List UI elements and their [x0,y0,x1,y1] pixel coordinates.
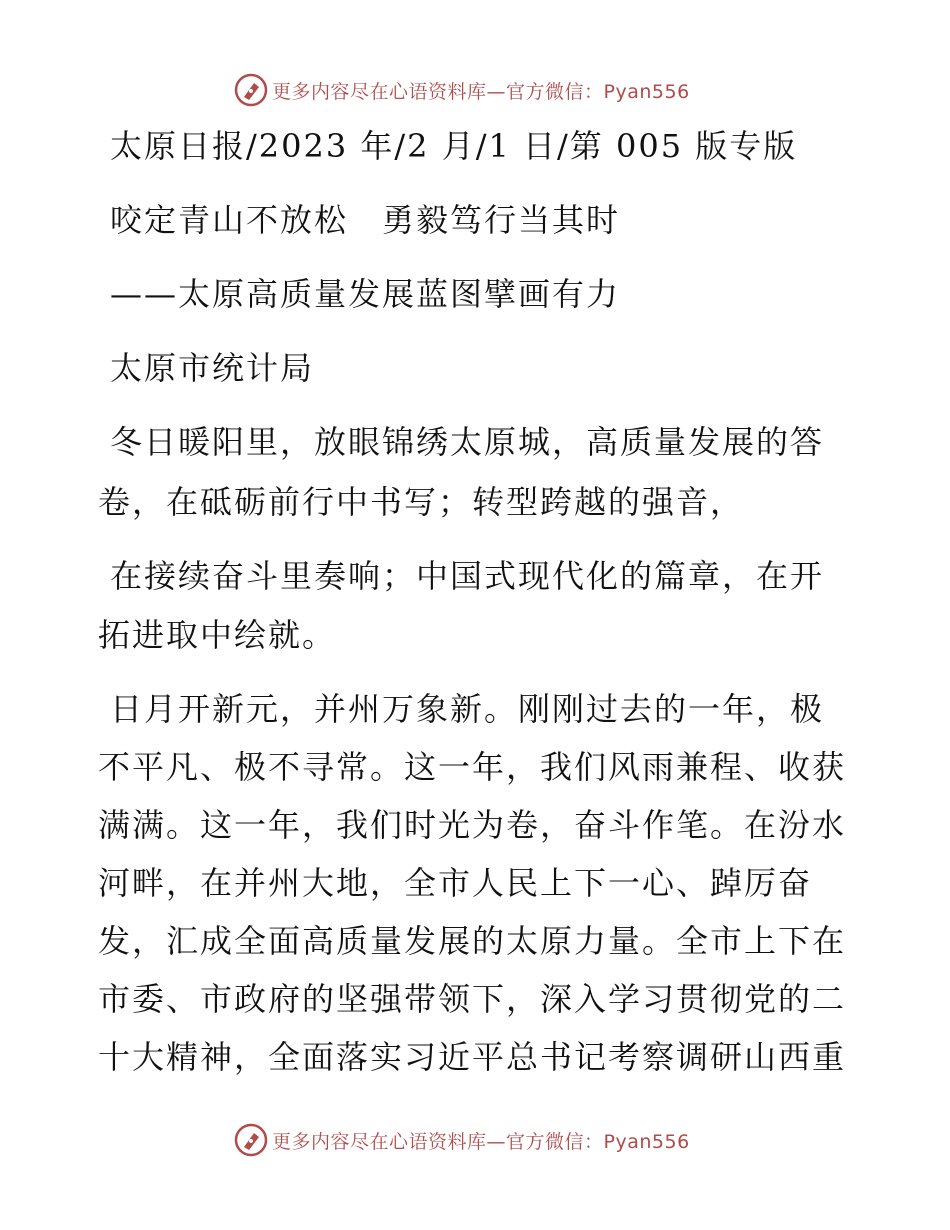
article-title: 咬定青山不放松 勇毅笃行当其时 [110,201,621,239]
newspaper-header: 太原日报/2023 年/2 月/1 日/第 005 版专版 [110,127,798,165]
watermark-banner-bottom [234,1120,690,1160]
paragraph-line: 发，汇成全面高质量发展的太原力量。全市上下在 [98,922,847,960]
paragraph-line: 拓进取中绘就。 [98,616,337,654]
article-subtitle: ——太原高质量发展蓝图擘画有力 [110,275,621,313]
pen-nib-logo-icon [234,73,268,107]
pen-nib-logo-icon [234,1123,268,1157]
paragraph-line: 市委、市政府的坚强带领下，深入学习贯彻党的二 [98,980,847,1018]
paragraph-line: 日月开新元，并州万象新。刚刚过去的一年，极 [110,690,825,728]
paragraph-line: 不平凡、极不寻常。这一年，我们风雨兼程、收获 [98,748,847,786]
article-author: 太原市统计局 [110,349,315,387]
watermark-text: 更多内容尽在心语资料库—官方微信：Pyan556 [272,1130,690,1153]
paragraph-line: 在接续奋斗里奏响；中国式现代化的篇章，在开 [110,557,825,595]
paragraph-line: 冬日暖阳里，放眼锦绣太原城，高质量发展的答 [110,423,825,461]
watermark-text: 更多内容尽在心语资料库—官方微信：Pyan556 [272,80,690,103]
paragraph-line: 河畔，在并州大地，全市人民上下一心、踔厉奋 [98,864,813,902]
paragraph-line: 十大精神，全面落实习近平总书记考察调研山西重 [98,1038,847,1076]
paragraph-line: 满满。这一年，我们时光为卷，奋斗作笔。在汾水 [98,806,847,844]
paragraph-line: 卷，在砥砺前行中书写；转型跨越的强音， [98,483,745,521]
watermark-banner-top [234,70,690,110]
